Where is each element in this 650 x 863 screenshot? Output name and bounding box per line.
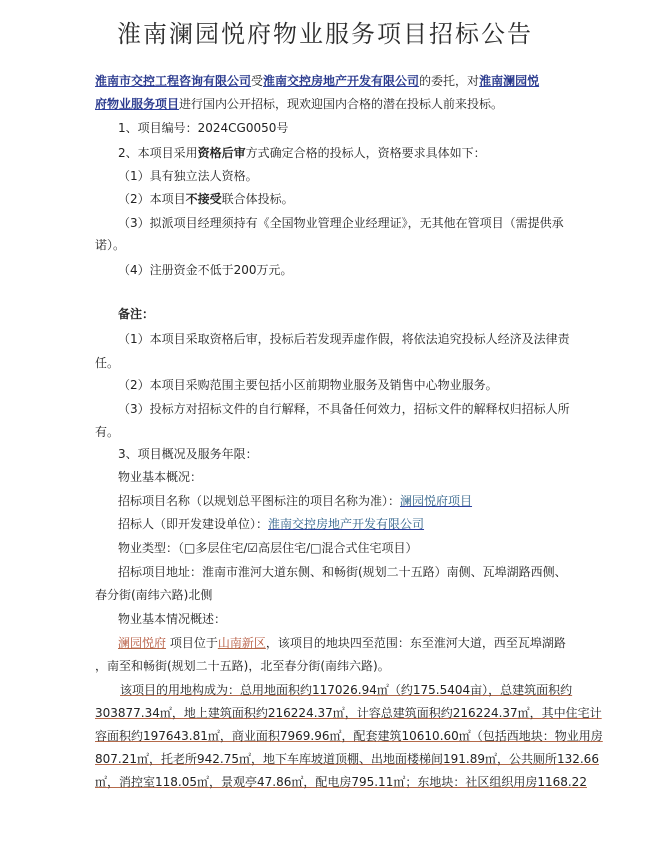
tenderer-label: 招标人（即开发建设单位）：	[118, 517, 269, 531]
basic-heading: 物业基本概况：	[118, 470, 203, 484]
overview-heading: 物业基本情况概述：	[118, 612, 227, 626]
land-line-2: 303877.34㎡，地上建筑面积约216224.37㎡，计容总建筑面积约216224.37㎡，其中住宅计	[95, 706, 602, 720]
note-1-line-2: 任。	[95, 356, 120, 370]
agency-name: 淮南市交控工程咨询有限公司	[95, 74, 252, 88]
land-line-4: 807.21㎡，托老所942.75㎡，地下车库坡道顶棚、出地面楼梯间191.89㎡，公共厕所132.66	[95, 752, 599, 766]
requirement-3-line-1: （3）拟派项目经理须持有《全国物业管理企业经理证》，无其他在管项目（需提供承	[118, 216, 564, 230]
tenderer-line	[118, 517, 424, 531]
land-line-1: 该项目的用地构成为：总用地面积约117026.94㎡（约175.5404亩），总建筑面积约	[120, 683, 573, 697]
item-3: 3、项目概况及服务年限：	[118, 447, 258, 461]
note-2: （2）本项目采购范围主要包括小区前期物业服务及销售中心物业服务。	[118, 378, 498, 392]
req-2-pre: （2）本项目	[118, 192, 186, 206]
project-name-b: 府物业服务项目	[95, 97, 180, 111]
project-name-line	[118, 494, 472, 508]
overview-area: 山南新区	[217, 636, 266, 650]
intro-line-1	[95, 74, 539, 88]
owner-name: 淮南交控房地产开发有限公司	[263, 74, 420, 88]
intro-text-2: 的委托，对	[419, 74, 480, 88]
notes-heading: 备注：	[118, 307, 155, 321]
item-2-pre: 2、本项目采用	[118, 146, 198, 160]
project-name-label: 招标项目名称（以规划总平图标注的项目名称为准）：	[118, 494, 401, 508]
req-2-bold: 不接受	[185, 192, 222, 206]
overview-line-1	[118, 636, 566, 650]
page-title: 淮南澜园悦府物业服务项目招标公告	[117, 20, 533, 48]
requirement-2	[118, 192, 294, 206]
intro-text-1: 受	[251, 74, 264, 88]
address-line-1: 招标项目地址：淮南市淮河大道东侧、和畅街(规划二十五路）南侧、瓦埠湖路西侧、	[118, 565, 567, 579]
intro-text-3: 进行国内公开招标，现欢迎国内合格的潜在投标人前来投标。	[179, 97, 504, 111]
overview-rest: ，该项目的地块四至范围：东至淮河大道，西至瓦埠湖路	[265, 636, 566, 650]
property-type-label: 物业类型：	[118, 541, 179, 555]
land-line-5: ㎡，消控室118.05㎡，景观亭47.86㎡，配电房795.11㎡；东地块：社区组织用房1168.22	[95, 775, 587, 789]
note-3-line-1: （3）投标方对招标文件的自行解释，不具备任何效力，招标文件的解释权归招标人所	[118, 402, 570, 416]
address-line-2: 春分街(南纬六路)北侧	[95, 588, 213, 602]
project-name-a: 淮南澜园悦	[479, 74, 540, 88]
intro-line-2	[95, 97, 503, 111]
overview-line-2: ，南至和畅街(规划二十五路)，北至春分街(南纬六路)。	[95, 659, 390, 673]
note-1-line-1: （1）本项目采取资格后审，投标后若发现弄虚作假，将依法追究投标人经济及法律责	[118, 332, 570, 346]
property-type-line	[118, 541, 418, 555]
item-2	[118, 146, 486, 160]
requirement-4: （4）注册资金不低于200万元。	[118, 263, 293, 277]
req-2-post: 联合体投标。	[221, 192, 294, 206]
overview-mid: 项目位于	[166, 636, 218, 650]
land-line-3: 容面积约197643.81㎡，商业面积7969.96㎡，配套建筑10610.60㎡（包括西地块：物业用房	[95, 729, 603, 743]
project-name-value: 澜园悦府项目	[400, 494, 473, 508]
item-2-post: 方式确定合格的投标人，资格要求具体如下：	[245, 146, 486, 160]
note-3-line-2: 有。	[95, 425, 120, 439]
requirement-3-line-2: 诺）。	[95, 238, 126, 252]
item-1: 1、项目编号：2024CG0050号	[118, 121, 289, 135]
requirement-1: （1）具有独立法人资格。	[118, 169, 258, 183]
tenderer-value: 淮南交控房地产开发有限公司	[268, 517, 425, 531]
item-2-bold: 资格后审	[197, 146, 246, 160]
property-type-options: （□多层住宅/☑高层住宅/□混合式住宅项目）	[178, 541, 418, 555]
overview-project-name: 澜园悦府	[118, 636, 167, 650]
